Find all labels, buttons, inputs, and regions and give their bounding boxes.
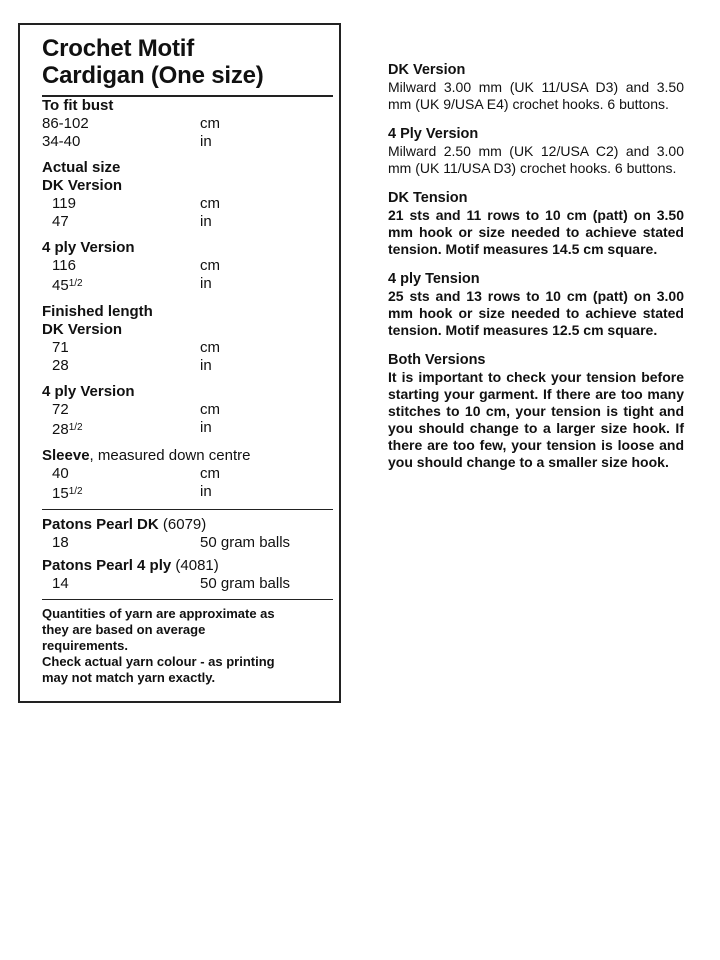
four-ply-version-heading: 4 Ply Version (388, 126, 479, 142)
measure-row: 34-40 in (42, 133, 212, 150)
measure-row: 116 cm (52, 257, 220, 274)
yarn-qty-row: 14 50 gram balls (52, 575, 291, 592)
materials-and-tension (388, 62, 684, 471)
both-versions-heading: Both Versions (388, 352, 486, 368)
measure-row: 71 cm (52, 339, 220, 356)
title-line-1: Crochet Motif (42, 35, 195, 62)
dk-version-heading: DK Version (388, 62, 466, 78)
measure-row: $15^{1/2}$ in (52, 483, 212, 502)
measure-row: $28^{1/2}$ in (52, 419, 212, 438)
yarn-qty-row: 18 50 gram balls (52, 534, 291, 551)
dk-version-subheading: DK Version (42, 321, 123, 338)
title-line-2: Cardigan (One size) (42, 62, 264, 89)
four-ply-version-text: Milward 2.50 mm (UK 12/USA C2) and 3.00 mm (UK 11/USA D3) crochet hooks. 6 buttons. (388, 143, 684, 176)
yarn-dk-heading: Patons Pearl DK (6079) (42, 516, 207, 533)
pattern-title (42, 35, 325, 89)
dk-version-subheading: DK Version (42, 177, 123, 194)
measure-row: 72 cm (52, 401, 220, 418)
both-versions-text: It is important to check your tension before starting your garment. If there are too many stitches to 10 cm, your tension is tight and you should change to a larger size hook. If there are too few, your tension is loose and you should change to a smaller size hook. (388, 369, 684, 470)
finished-length-heading: Finished length (42, 303, 153, 320)
dk-version-text: Milward 3.00 mm (UK 11/USA D3) and 3.50 mm (UK 9/USA E4) crochet hooks. 6 buttons. (388, 79, 684, 112)
divider (42, 599, 333, 600)
dk-tension-heading: DK Tension (388, 190, 468, 206)
four-ply-version-subheading: 4 ply Version (42, 239, 135, 256)
measure-row: 40 cm (52, 465, 220, 482)
sleeve-heading: Sleeve, measured down centre (42, 447, 251, 464)
divider (42, 509, 333, 510)
four-ply-version-subheading: 4 ply Version (42, 383, 135, 400)
dk-tension-text: 21 sts and 11 rows to 10 cm (patt) on 3.50 mm hook or size needed to achieve stated tension. Motif measures 14.5 cm square. (388, 207, 684, 257)
measure-row: $45^{1/2}$ in (52, 275, 212, 294)
yarn-requirements-panel (18, 23, 341, 703)
four-ply-tension-text: 25 sts and 13 rows to 10 cm (patt) on 3.00 mm hook or size needed to achieve stated tension. Motif measures 12.5 cm square. (388, 288, 684, 338)
measure-row: 86-102 cm (42, 115, 220, 132)
four-ply-tension-heading: 4 ply Tension (388, 271, 480, 287)
actual-size-heading: Actual size (42, 159, 121, 176)
fit-bust-heading: To fit bust (42, 97, 114, 114)
measure-row: 28 in (52, 357, 212, 374)
yarn-note: Quantities of yarn are approximate as they are based on average requirements. Check actual yarn colour - as printing may not match yarn exactly. (42, 606, 275, 685)
measure-row: 47 in (52, 213, 212, 230)
measure-row: 119 cm (52, 195, 220, 212)
yarn-4ply-heading: Patons Pearl 4 ply (4081) (42, 557, 219, 574)
